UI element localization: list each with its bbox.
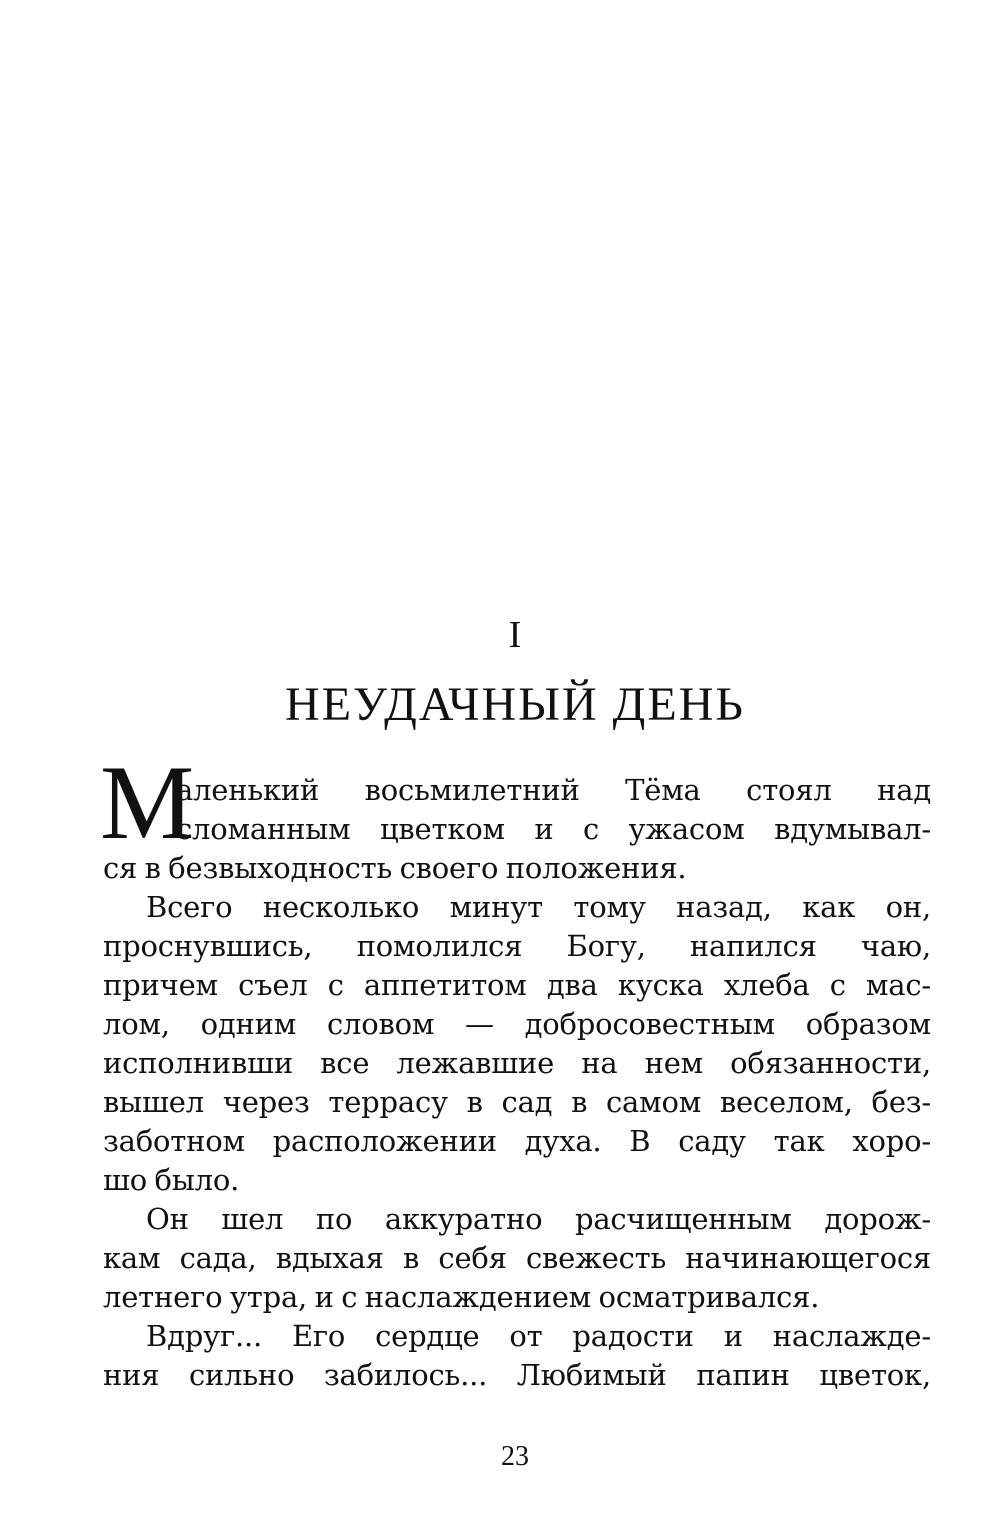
text-line: причем съел с аппетитом два куска хлеба с мас-: [103, 968, 931, 1002]
text-line: лом, одним словом — добросовестным образом: [103, 1007, 931, 1041]
text-line: Вдруг... Его сердце от радости и наслажде-: [146, 1319, 931, 1353]
text-line: Он шел по аккуратно расчищенным дорож-: [146, 1202, 931, 1236]
text-line: вышел через террасу в сад в самом веселом, без-: [103, 1085, 931, 1119]
chapter-number: I: [508, 614, 522, 656]
text-line: летнего утра, и с наслаждением осматривался.: [103, 1280, 820, 1314]
text-line: аленький восьмилетний Тёма стоял над: [176, 773, 931, 807]
chapter-title: НЕУДАЧНЫЙ ДЕНЬ: [285, 678, 745, 731]
page-number: 23: [501, 1441, 529, 1472]
drop-cap: М: [100, 744, 195, 861]
text-line: исполнивши все лежавшие на нем обязанности,: [103, 1046, 931, 1080]
text-line: Всего несколько минут тому назад, как он,: [146, 890, 931, 924]
text-line: шо было.: [103, 1163, 240, 1197]
text-line: ния сильно забилось... Любимый папин цветок,: [103, 1358, 931, 1392]
text-line: заботном расположении духа. В саду так хоро-: [103, 1124, 931, 1158]
text-line: сломанным цветком и с ужасом вдумывал-: [176, 812, 931, 846]
text-line: кам сада, вдыхая в себя свежесть начинающегося: [103, 1241, 931, 1275]
text-line: проснувшись, помолился Богу, напился чаю,: [103, 929, 931, 963]
text-line: ся в безвыходность своего положения.: [103, 851, 687, 885]
